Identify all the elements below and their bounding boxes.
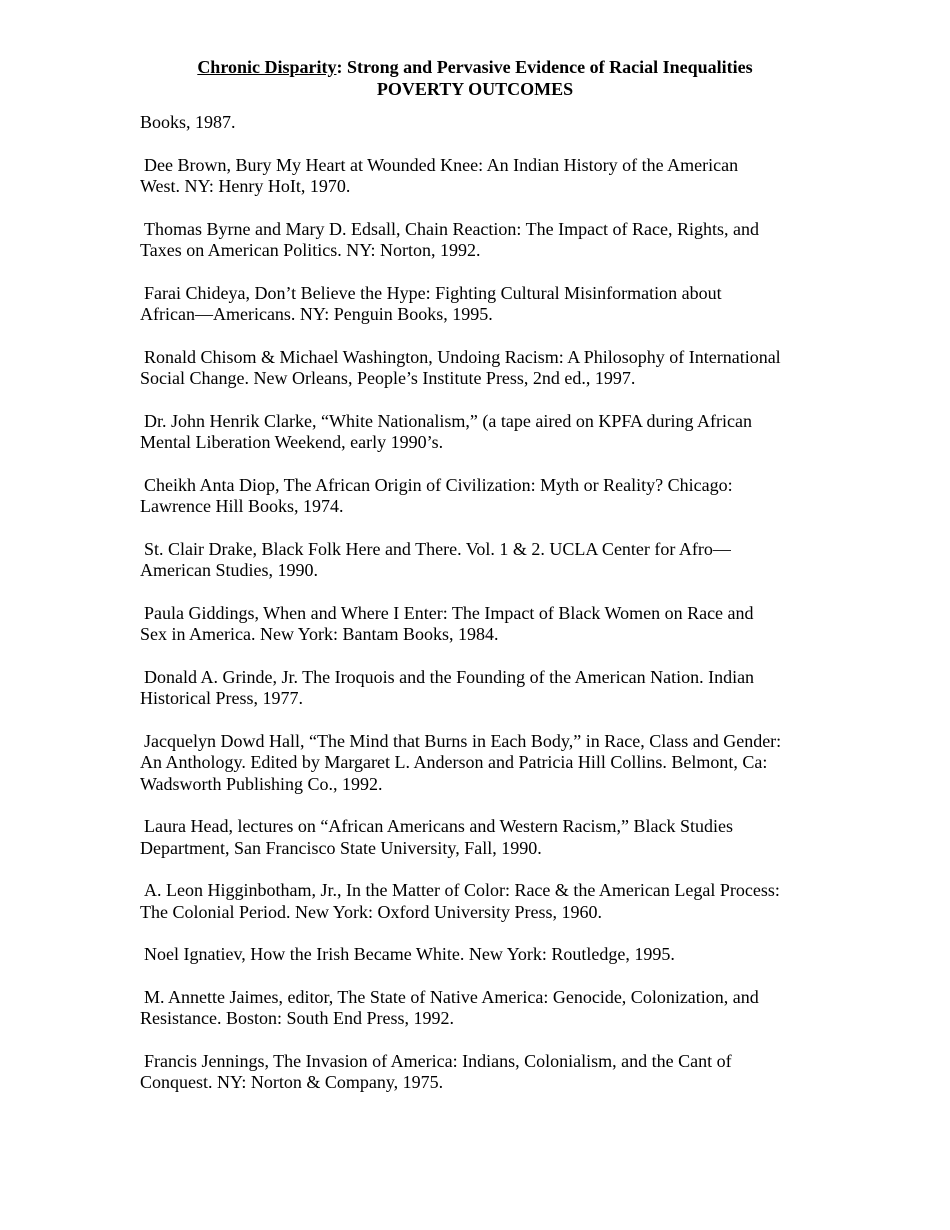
bib-entry: A. Leon Higginbotham, Jr., In the Matter of Color: Race & the American Legal Process: The Colonial Period. New York: Oxford University Press, 1960.	[140, 880, 780, 922]
bib-entry: St. Clair Drake, Black Folk Here and There. Vol. 1 & 2. UCLA Center for Afro— American Studies, 1990.	[140, 538, 731, 580]
bib-entry: Cheikh Anta Diop, The African Origin of Civilization: Myth or Reality? Chicago: Lawrence Hill Books, 1974.	[140, 474, 733, 516]
title-rest: : Strong and Pervasive Evidence of Racial Inequalities	[336, 57, 753, 77]
title-underlined: Chronic Disparity	[197, 57, 337, 77]
bib-entry: Francis Jennings, The Invasion of America: Indians, Colonialism, and the Cant of Conquest. NY: Norton & Company, 1975.	[140, 1050, 732, 1092]
bibliography	[140, 112, 820, 1115]
document-title	[0, 56, 950, 78]
bib-entry: Ronald Chisom & Michael Washington, Undoing Racism: A Philosophy of International Social Change. New Orleans, People’s Institute Press, 2nd ed., 1997.	[140, 346, 781, 388]
bib-entry: Farai Chideya, Don’t Believe the Hype: Fighting Cultural Misinformation about African—Americans. NY: Penguin Books, 1995.	[140, 282, 722, 324]
bib-entry: Thomas Byrne and Mary D. Edsall, Chain Reaction: The Impact of Race, Rights, and Taxes on American Politics. NY: Norton, 1992.	[140, 218, 760, 260]
bib-entry: Laura Head, lectures on “African Americans and Western Racism,” Black Studies Department, San Francisco State University, Fall, 1990.	[140, 816, 734, 858]
document-subtitle: POVERTY OUTCOMES	[376, 79, 574, 99]
bib-entry: Paula Giddings, When and Where I Enter: The Impact of Black Women on Race and Sex in America. New York: Bantam Books, 1984.	[140, 602, 754, 644]
bib-entry: Dr. John Henrik Clarke, “White Nationalism,” (a tape aired on KPFA during African Mental Liberation Weekend, early 1990’s.	[140, 410, 753, 452]
continuation-text: Books, 1987.	[140, 112, 236, 132]
bib-entry: M. Annette Jaimes, editor, The State of Native America: Genocide, Colonization, and Resistance. Boston: South End Press, 1992.	[140, 986, 759, 1028]
bib-entry: Jacquelyn Dowd Hall, “The Mind that Burns in Each Body,” in Race, Class and Gender: An Anthology. Edited by Margaret L. Anderson and Patricia Hill Collins. Belmont, Ca: Wadsworth Publishing Co., 1992.	[140, 730, 782, 794]
bib-entry: Noel Ignatiev, How the Irish Became White. New York: Routledge, 1995.	[144, 944, 675, 964]
bib-entry: Donald A. Grinde, Jr. The Iroquois and the Founding of the American Nation. Indian Historical Press, 1977.	[140, 666, 755, 708]
bib-entry: Dee Brown, Bury My Heart at Wounded Knee: An Indian History of the American West. NY: Henry HoIt, 1970.	[140, 154, 739, 196]
page-header	[0, 56, 950, 100]
